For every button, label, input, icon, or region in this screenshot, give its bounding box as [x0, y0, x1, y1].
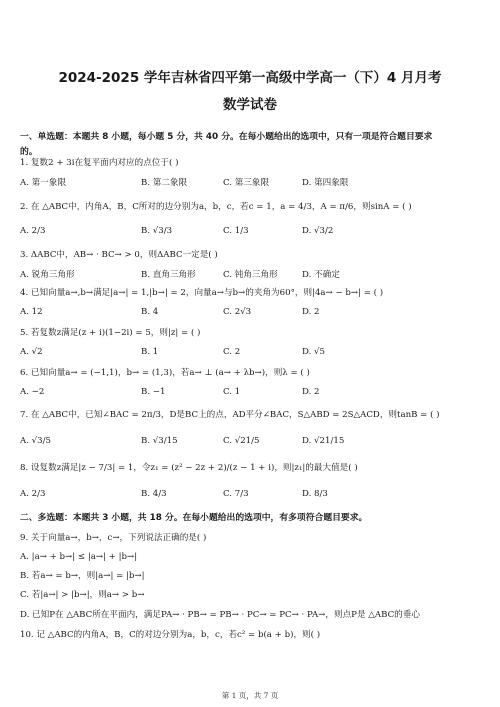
- question-5-options: [20, 347, 482, 361]
- section1-heading-cont: 的。: [20, 147, 38, 157]
- option-b: B. 4: [141, 307, 159, 317]
- question-4: 4. 已知向量a→,b→满足|a→| = 1,|b→| = 2，向量a→与b→的夹角为60°，则|4a→ − b→| = ( ): [20, 288, 384, 298]
- question-8: 8. 设复数z满足|z − 7/3| = 1，令z₁ = (z² − 2z + 2)/(z − 1 + i)，则|z₁|的最大值是( ): [20, 463, 358, 473]
- question-2-options: [20, 226, 482, 240]
- question-4-options: [20, 307, 482, 321]
- option-b: B. 直角三角形: [141, 270, 196, 280]
- question-3-options: [20, 268, 482, 282]
- option-a: A. √3/5: [20, 436, 51, 446]
- option-c: C. 2: [223, 347, 241, 357]
- question-7-options: [20, 436, 482, 450]
- option-d: D. 已知P在 △ABC所在平面内，满足PA→ · PB→ = PB→ · PC→ = PC→ · PA→，则点P是 △ABC的垂心: [20, 610, 420, 620]
- option-d: D. 2: [302, 307, 320, 317]
- exam-title: 2024-2025 学年吉林省四平第一高级中学高一（下）4 月月考: [58, 70, 442, 86]
- question-3: 3. ΔABC中，AB→ · BC→ > 0，则ΔABC一定是( ): [20, 250, 218, 260]
- option-b: B. 4/3: [141, 489, 167, 499]
- option-a: A. 12: [20, 307, 43, 317]
- option-c: C. 1/3: [223, 226, 249, 236]
- option-a: A. √2: [20, 347, 43, 357]
- question-9: 9. 关于向量a→，b→，c→，下列说法正确的是( ): [20, 533, 207, 543]
- option-d: D. 不确定: [302, 270, 340, 280]
- option-d: D. √3/2: [302, 226, 334, 236]
- exam-subtitle: 数学试卷: [223, 97, 277, 113]
- option-a: A. 第一象限: [20, 178, 67, 188]
- option-d: D. 2: [302, 387, 320, 397]
- option-a: A. 2/3: [20, 226, 46, 236]
- option-d: D. √5: [302, 347, 325, 357]
- option-a: A. −2: [20, 387, 45, 397]
- option-d: D. 8/3: [302, 489, 328, 499]
- option-c: C. 第三象限: [223, 178, 270, 188]
- option-b: B. 第二象限: [141, 178, 188, 188]
- page-footer: 第 1 页，共 7 页: [221, 691, 279, 700]
- option-a: A. 2/3: [20, 489, 46, 499]
- question-2: 2. 在 △ABC中，内角A，B，C所对的边分别为a，b，c，若c = 1，a = 4/3，A = π/6，则sinA = ( ): [20, 202, 412, 212]
- question-1: 1. 复数2 + 3i在复平面内对应的点位于( ): [20, 158, 179, 168]
- question-8-options: [20, 489, 482, 503]
- question-5: 5. 若复数z满足(z + i)(1−2i) = 5，则|z| = ( ): [20, 328, 201, 338]
- question-6: 6. 已知向量a→ = (−1,1)，b→ = (1,3)，若a→ ⊥ (a→ + λb→)，则λ = ( ): [20, 368, 310, 378]
- question-7: 7. 在 △ABC中，已知∠BAC = 2π/3，D是BC上的点，AD平分∠BAC，S△ABD = 2S△ACD，则tanB = ( ): [20, 410, 440, 420]
- question-1-options: [20, 176, 482, 190]
- option-c: C. 2√3: [223, 307, 252, 317]
- option-b: B. √3/15: [141, 436, 178, 446]
- option-c: C. 1: [223, 387, 241, 397]
- section2-heading: 二、多选题：本题共 3 小题，共 18 分。在每小题给出的选项中，有多项符合题目要求。: [20, 513, 368, 523]
- section1-heading: 一、单选题：本题共 8 小题，每小题 5 分，共 40 分。在每小题给出的选项中，只有一项是符合题目要求: [20, 132, 433, 142]
- option-a: A. 锐角三角形: [20, 270, 75, 280]
- option-d: D. √21/15: [302, 436, 345, 446]
- option-c: C. 钝角三角形: [223, 270, 278, 280]
- question-10: 10. 记 △ABC的内角A，B，C的对边分别为a，b，c，若c² = b(a + b)，则( ): [20, 630, 321, 640]
- option-b: B. 1: [141, 347, 159, 357]
- option-c: C. √21/5: [223, 436, 260, 446]
- option-b: B. √3/3: [141, 226, 173, 236]
- option-d: D. 第四象限: [302, 178, 349, 188]
- option-a: A. |a→ + b→| ≤ |a→| + |b→|: [20, 552, 138, 562]
- option-c: C. 若|a→| > |b→|，则a→ > b→: [20, 590, 145, 600]
- option-b: B. 若a→ = b→，则|a→| = |b→|: [20, 571, 145, 581]
- option-b: B. −1: [141, 387, 166, 397]
- question-6-options: [20, 387, 482, 401]
- option-c: C. 7/3: [223, 489, 249, 499]
